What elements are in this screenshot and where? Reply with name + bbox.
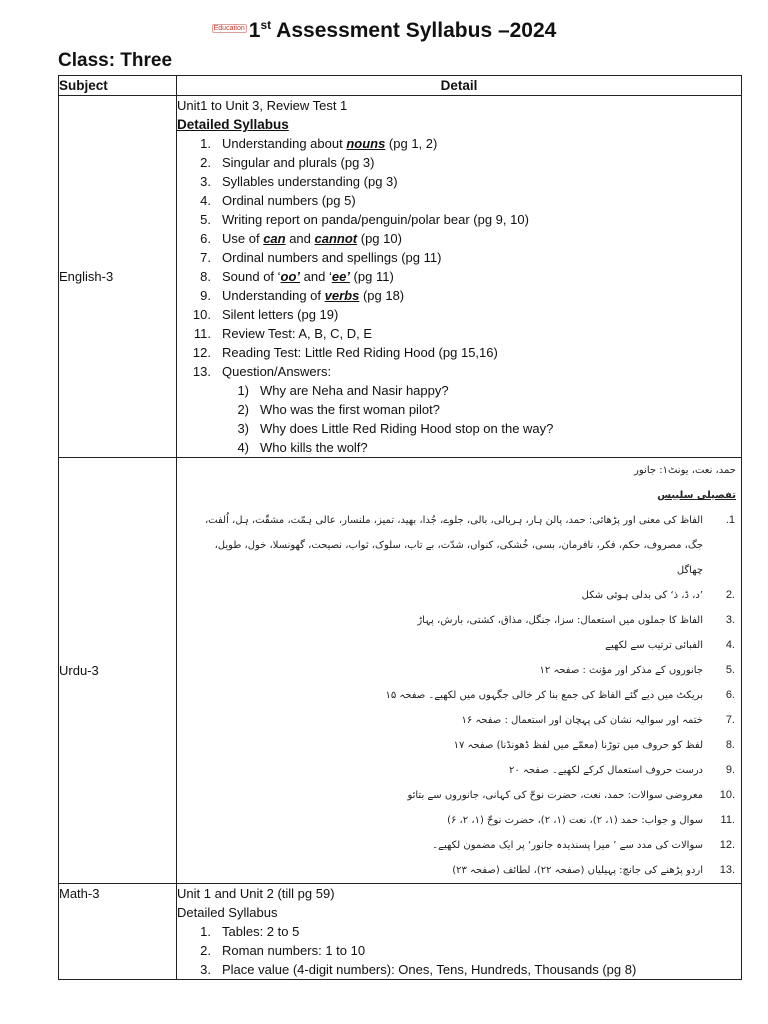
- syllabus-table: [58, 75, 742, 980]
- list-item: 12. سوالات کی مدد سے ’ میرا پسندیدہ جانور‘ پر ایک مضمون لکھیے۔: [432, 839, 735, 851]
- urdu-detailed-heading: تفصیلی سلیبس: [657, 490, 736, 501]
- school-logo: Education: [213, 24, 245, 32]
- urdu-units: حمد، نعت، یونٹ۱: جانور: [634, 465, 736, 476]
- list-item: 8. لفظ کو حروف میں توڑنا (معمّے میں لفظ ڈھونڈنا) صفحہ ۱۷: [453, 739, 735, 751]
- list-item: 7. Ordinal numbers and spellings (pg 11): [200, 250, 442, 265]
- subject-cell-math: Math-3: [59, 884, 177, 980]
- table-header-row: [59, 76, 742, 96]
- list-item: 1. Tables: 2 to 5: [200, 924, 300, 939]
- math-units: Unit 1 and Unit 2 (till pg 59): [177, 886, 335, 901]
- list-item: 3. Place value (4-digit numbers): Ones, Tens, Hundreds, Thousands (pg 8): [200, 962, 637, 977]
- title-text: Assessment Syllabus –2024: [271, 19, 557, 42]
- detail-cell-english: [177, 96, 742, 458]
- list-item: 13. Question/Answers:: [192, 364, 332, 379]
- list-item: 9. Understanding of verbs (pg 18): [200, 288, 405, 303]
- list-item: 2. ’د، ڈ، ذ‘ کی بدلی ہوئی شکل: [581, 589, 735, 601]
- table-row: [59, 458, 742, 884]
- question-item: 1) Why are Neha and Nasir happy?: [237, 383, 449, 398]
- list-item: 10. Silent letters (pg 19): [192, 307, 339, 322]
- list-item: 2. Singular and plurals (pg 3): [200, 155, 375, 170]
- list-item: 13. اردو پڑھنے کی جانچ: پہیلیاں (صفحہ ۲۲)، لطائف (صفحہ ۲۳): [452, 864, 735, 876]
- math-syllabus-list: [177, 922, 741, 979]
- class-heading: Class: Three: [58, 50, 173, 71]
- subject-column-header: Subject: [59, 76, 177, 96]
- question-item: 3) Why does Little Red Riding Hood stop on the way?: [237, 421, 554, 436]
- list-item: 10. معروضی سوالات: حمد، نعت، حضرت نوحّ کی کہانی، جانوروں سے بتائو: [407, 789, 735, 801]
- list-item: 4. Ordinal numbers (pg 5): [200, 193, 356, 208]
- question-item: 4) Who kills the wolf?: [237, 440, 368, 455]
- list-item-continuation: جگ، مصروف، حکم، فکر، نافرمان، بسی، خُشکی، کنواں، شدّت، بے تاب، سلوک، ثواب، نصیحت، گھونسلا، خول، طویل،: [214, 540, 703, 551]
- list-item-continuation: چھاگل: [676, 565, 703, 576]
- list-item: 7. ختمہ اور سوالیہ نشان کی پہچان اور استعمال : صفحہ ۱۶: [461, 714, 735, 726]
- list-item: 3. Syllables understanding (pg 3): [200, 174, 398, 189]
- question-item: 2) Who was the first woman pilot?: [237, 402, 440, 417]
- table-row: [59, 96, 742, 458]
- english-detailed-heading: Detailed Syllabus: [177, 117, 289, 132]
- list-item: 11. سوال و جواب: حمد (۱، ۲)، نعت (۱، ۲)، حضرت نوحّ (۱، ۲، ۶): [447, 814, 735, 826]
- list-item: 6. بریکٹ میں دیے گئے الفاظ کی جمع بنا کر خالی جگہوں میں لکھیے۔ صفحہ ۱۵: [385, 689, 735, 701]
- list-item: .1 الفاظ کی معنی اور پڑھائی: حمد، پالن ہار، ہریالی، بالی، جلوے، جُدا، بھید، تمیز، ملنسار، عالی ہمّت، مشقّت، ہل، اُلفت،: [204, 514, 735, 526]
- list-item: 9. درست حروف استعمال کرکے لکھیے۔ صفحہ ۲۰: [509, 764, 735, 776]
- detail-cell-math: [177, 884, 742, 980]
- list-item: 5. Writing report on panda/penguin/polar bear (pg 9, 10): [200, 212, 529, 227]
- detail-cell-urdu: [177, 458, 742, 884]
- list-item: 2. Roman numbers: 1 to 10: [200, 943, 366, 958]
- english-syllabus-list: [177, 134, 741, 457]
- page-title: [0, 18, 768, 43]
- subject-cell-english: English-3: [59, 96, 177, 458]
- title-number: 1: [248, 19, 261, 42]
- list-item: 12. Reading Test: Little Red Riding Hood (pg 15,16): [192, 345, 498, 360]
- english-units: Unit1 to Unit 3, Review Test 1: [177, 98, 348, 113]
- title-superscript: st: [260, 18, 272, 32]
- subject-cell-urdu: Urdu-3: [59, 458, 177, 884]
- list-item: 8. Sound of ‘oo’ and ‘ee’ (pg 11): [200, 269, 394, 284]
- list-item: 6. Use of can and cannot (pg 10): [200, 231, 402, 246]
- list-item: 4. الفبائی ترتیب سے لکھیے: [605, 639, 735, 651]
- list-item: 1. Understanding about nouns (pg 1, 2): [200, 136, 438, 151]
- table-row: [59, 884, 742, 980]
- list-item: 5. جانوروں کے مذکر اور مؤنث : صفحہ ۱۲: [539, 664, 735, 676]
- detail-column-header: Detail: [177, 76, 742, 96]
- list-item: 11. Review Test: A, B, C, D, E: [193, 326, 373, 341]
- list-item: 3. الفاظ کا جملوں میں استعمال: سزا، جنگل، مذاق، کشتی، بارش، پہاڑ: [417, 614, 735, 626]
- math-detailed-heading: Detailed Syllabus: [177, 905, 278, 920]
